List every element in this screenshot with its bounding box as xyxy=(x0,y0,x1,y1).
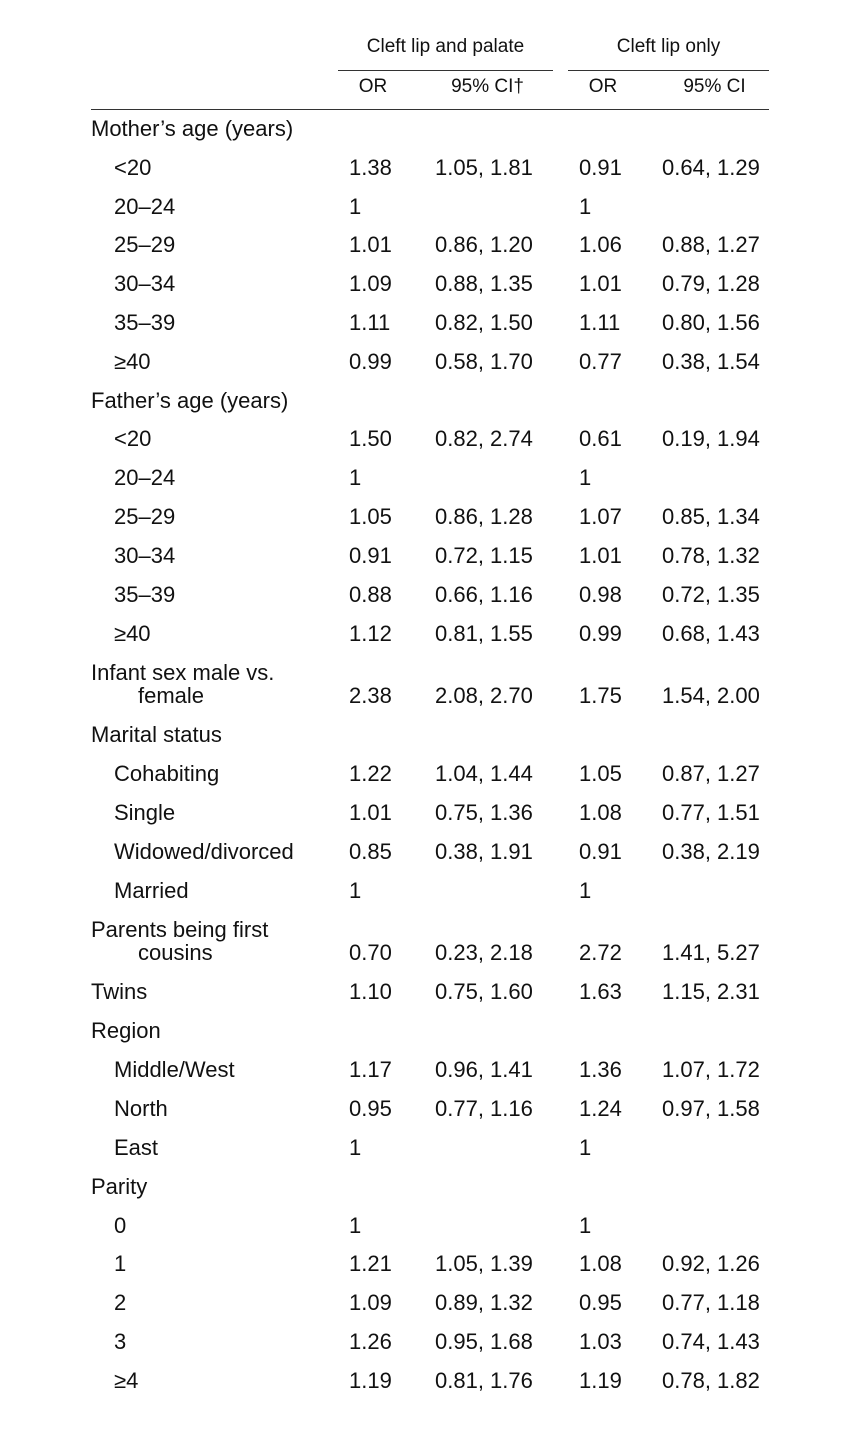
ci-cleft-lip-only: 0.19, 1.94 xyxy=(662,426,760,451)
ci-cleft-lip-only: 0.72, 1.35 xyxy=(662,582,760,607)
ci-cleft-lip-palate: 0.58, 1.70 xyxy=(435,349,533,374)
or-cleft-lip-only: 1 xyxy=(579,194,592,219)
ci-cleft-lip-only: 0.68, 1.43 xyxy=(662,621,760,646)
row-label: 25–29 xyxy=(114,232,176,257)
or-cleft-lip-palate: 0.85 xyxy=(349,839,392,864)
ci-cleft-lip-only: 0.74, 1.43 xyxy=(662,1329,760,1354)
ci-cleft-lip-only: 0.92, 1.26 xyxy=(662,1251,760,1276)
ci-cleft-lip-only: 1.07, 1.72 xyxy=(662,1057,760,1082)
or-cleft-lip-only: 1.05 xyxy=(579,761,622,786)
or-cleft-lip-only: 2.72 xyxy=(579,940,622,965)
ci-cleft-lip-palate: 0.86, 1.20 xyxy=(435,232,533,257)
or-cleft-lip-only: 1.36 xyxy=(579,1057,622,1082)
row-label: Single xyxy=(114,800,176,825)
header-group-cleft-lip-palate: Cleft lip and palate xyxy=(366,36,525,57)
row-label: 2 xyxy=(114,1290,127,1315)
or-cleft-lip-palate: 1.05 xyxy=(349,504,392,529)
ci-cleft-lip-palate: 0.96, 1.41 xyxy=(435,1057,533,1082)
ci-cleft-lip-only: 1.54, 2.00 xyxy=(662,683,760,708)
row-label: 35–39 xyxy=(114,310,176,335)
ci-cleft-lip-only: 0.64, 1.29 xyxy=(662,155,760,180)
or-cleft-lip-palate: 1 xyxy=(349,878,362,903)
or-cleft-lip-palate: 1.21 xyxy=(349,1251,392,1276)
ci-cleft-lip-palate: 0.23, 2.18 xyxy=(435,940,533,965)
or-cleft-lip-palate: 1.10 xyxy=(349,979,392,1004)
or-cleft-lip-only: 1.08 xyxy=(579,1251,622,1276)
or-cleft-lip-only: 1 xyxy=(579,1213,592,1238)
or-cleft-lip-only: 1.24 xyxy=(579,1096,622,1121)
or-cleft-lip-only: 1 xyxy=(579,465,592,490)
header-bottom-rule xyxy=(91,109,769,110)
or-cleft-lip-palate: 1.11 xyxy=(349,310,391,335)
row-label: 20–24 xyxy=(114,465,176,490)
ci-cleft-lip-palate: 0.86, 1.28 xyxy=(435,504,533,529)
or-cleft-lip-palate: 1.17 xyxy=(349,1057,392,1082)
row-label: North xyxy=(114,1096,168,1121)
ci-cleft-lip-only: 1.15, 2.31 xyxy=(662,979,760,1004)
ci-cleft-lip-palate: 0.66, 1.16 xyxy=(435,582,533,607)
or-cleft-lip-only: 1.11 xyxy=(579,310,621,335)
ci-cleft-lip-only: 0.87, 1.27 xyxy=(662,761,760,786)
row-label: Cohabiting xyxy=(114,761,220,786)
or-cleft-lip-only: 1.03 xyxy=(579,1329,622,1354)
ci-cleft-lip-palate: 0.89, 1.32 xyxy=(435,1290,533,1315)
ci-cleft-lip-only: 0.77, 1.51 xyxy=(662,800,760,825)
ci-cleft-lip-palate: 0.81, 1.55 xyxy=(435,621,533,646)
ci-cleft-lip-palate: 1.05, 1.39 xyxy=(435,1251,533,1276)
row-label-continued: cousins xyxy=(138,940,213,965)
ci-cleft-lip-palate: 0.75, 1.60 xyxy=(435,979,533,1004)
row-label: Parity xyxy=(91,1174,148,1199)
row-label: Marital status xyxy=(91,722,222,747)
row-label: Parents being first xyxy=(91,917,269,942)
row-label: 30–34 xyxy=(114,543,176,568)
row-label: 30–34 xyxy=(114,271,176,296)
row-label: 20–24 xyxy=(114,194,176,219)
ci-cleft-lip-palate: 1.05, 1.81 xyxy=(435,155,533,180)
ci-cleft-lip-palate: 0.82, 2.74 xyxy=(435,426,533,451)
or-cleft-lip-palate: 1.12 xyxy=(349,621,392,646)
row-label: 25–29 xyxy=(114,504,176,529)
or-cleft-lip-only: 1.63 xyxy=(579,979,622,1004)
or-cleft-lip-palate: 0.70 xyxy=(349,940,392,965)
or-cleft-lip-palate: 2.38 xyxy=(349,683,392,708)
or-cleft-lip-palate: 1.19 xyxy=(349,1368,392,1393)
or-cleft-lip-palate: 0.99 xyxy=(349,349,392,374)
or-cleft-lip-only: 0.99 xyxy=(579,621,622,646)
or-cleft-lip-only: 1.01 xyxy=(579,543,622,568)
header-or-1: OR xyxy=(358,76,388,97)
header-ci-2: 95% CI xyxy=(683,76,746,97)
ci-cleft-lip-only: 0.77, 1.18 xyxy=(662,1290,760,1315)
row-label: Infant sex male vs. xyxy=(91,660,275,685)
row-label: Mother’s age (years) xyxy=(91,116,294,141)
or-cleft-lip-only: 1 xyxy=(579,878,592,903)
or-cleft-lip-only: 1.01 xyxy=(579,271,622,296)
or-cleft-lip-only: 0.91 xyxy=(579,155,622,180)
header-group-cleft-lip-only: Cleft lip only xyxy=(616,36,721,57)
row-label: <20 xyxy=(114,426,152,451)
row-label: Twins xyxy=(91,979,148,1004)
row-label: ≥4 xyxy=(114,1368,139,1393)
or-cleft-lip-only: 1.07 xyxy=(579,504,622,529)
row-label: Middle/West xyxy=(114,1057,235,1082)
ci-cleft-lip-palate: 2.08, 2.70 xyxy=(435,683,533,708)
or-cleft-lip-palate: 1 xyxy=(349,1213,362,1238)
ci-cleft-lip-palate: 0.72, 1.15 xyxy=(435,543,533,568)
or-cleft-lip-only: 1.06 xyxy=(579,232,622,257)
or-cleft-lip-only: 0.98 xyxy=(579,582,622,607)
ci-cleft-lip-only: 0.85, 1.34 xyxy=(662,504,760,529)
or-cleft-lip-palate: 1 xyxy=(349,1135,362,1160)
row-label: 1 xyxy=(114,1251,127,1276)
or-cleft-lip-palate: 1 xyxy=(349,194,362,219)
or-cleft-lip-palate: 1.22 xyxy=(349,761,392,786)
ci-cleft-lip-only: 0.78, 1.82 xyxy=(662,1368,760,1393)
ci-cleft-lip-only: 0.38, 1.54 xyxy=(662,349,760,374)
or-cleft-lip-palate: 0.95 xyxy=(349,1096,392,1121)
or-cleft-lip-palate: 0.91 xyxy=(349,543,392,568)
row-label: 3 xyxy=(114,1329,127,1354)
row-label: 0 xyxy=(114,1213,127,1238)
ci-cleft-lip-palate: 0.81, 1.76 xyxy=(435,1368,533,1393)
ci-cleft-lip-palate: 0.82, 1.50 xyxy=(435,310,533,335)
row-label: East xyxy=(114,1135,159,1160)
row-label: Region xyxy=(91,1018,161,1043)
ci-cleft-lip-only: 0.88, 1.27 xyxy=(662,232,760,257)
ci-cleft-lip-palate: 1.04, 1.44 xyxy=(435,761,533,786)
ci-cleft-lip-only: 0.78, 1.32 xyxy=(662,543,760,568)
ci-cleft-lip-palate: 0.95, 1.68 xyxy=(435,1329,533,1354)
or-cleft-lip-only: 1.75 xyxy=(579,683,622,708)
or-cleft-lip-palate: 1.01 xyxy=(349,232,392,257)
header-ci-1: 95% CI† xyxy=(451,76,524,97)
row-label: ≥40 xyxy=(114,621,151,646)
ci-cleft-lip-only: 0.38, 2.19 xyxy=(662,839,760,864)
ci-cleft-lip-only: 0.79, 1.28 xyxy=(662,271,760,296)
row-label: Married xyxy=(114,878,189,903)
ci-cleft-lip-palate: 0.75, 1.36 xyxy=(435,800,533,825)
or-cleft-lip-only: 0.91 xyxy=(579,839,622,864)
header-rule-group2 xyxy=(568,70,769,71)
row-label: ≥40 xyxy=(114,349,151,374)
or-cleft-lip-palate: 1.26 xyxy=(349,1329,392,1354)
or-cleft-lip-only: 1.08 xyxy=(579,800,622,825)
or-cleft-lip-only: 0.61 xyxy=(579,426,622,451)
ci-cleft-lip-only: 0.80, 1.56 xyxy=(662,310,760,335)
or-cleft-lip-only: 0.77 xyxy=(579,349,622,374)
or-cleft-lip-only: 1.19 xyxy=(579,1368,622,1393)
ci-cleft-lip-palate: 0.38, 1.91 xyxy=(435,839,533,864)
or-cleft-lip-palate: 1.01 xyxy=(349,800,392,825)
ci-cleft-lip-palate: 0.77, 1.16 xyxy=(435,1096,533,1121)
header-or-2: OR xyxy=(588,76,618,97)
ci-cleft-lip-palate: 0.88, 1.35 xyxy=(435,271,533,296)
row-label: Widowed/divorced xyxy=(114,839,294,864)
row-label: Father’s age (years) xyxy=(91,388,289,413)
ci-cleft-lip-only: 1.41, 5.27 xyxy=(662,940,760,965)
or-cleft-lip-only: 1 xyxy=(579,1135,592,1160)
or-cleft-lip-palate: 1.38 xyxy=(349,155,392,180)
ci-cleft-lip-only: 0.97, 1.58 xyxy=(662,1096,760,1121)
or-cleft-lip-only: 0.95 xyxy=(579,1290,622,1315)
row-label: 35–39 xyxy=(114,582,176,607)
row-label-continued: female xyxy=(138,683,205,708)
or-cleft-lip-palate: 1.09 xyxy=(349,271,392,296)
header-rule-group1 xyxy=(338,70,553,71)
row-label: <20 xyxy=(114,155,152,180)
or-cleft-lip-palate: 1 xyxy=(349,465,362,490)
or-cleft-lip-palate: 1.09 xyxy=(349,1290,392,1315)
or-cleft-lip-palate: 0.88 xyxy=(349,582,392,607)
or-cleft-lip-palate: 1.50 xyxy=(349,426,392,451)
